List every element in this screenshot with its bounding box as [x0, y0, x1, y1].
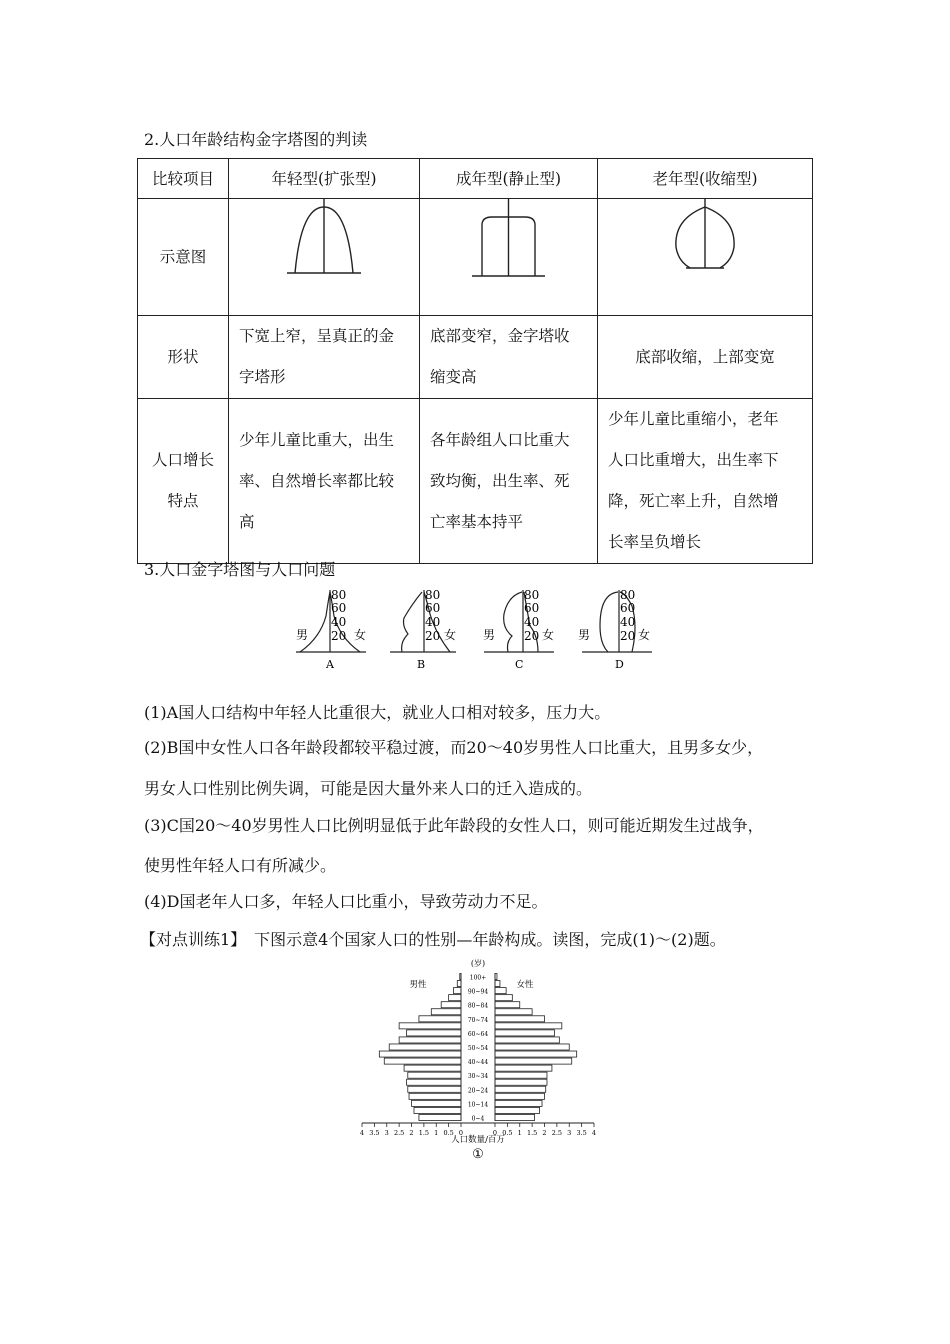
- header-adult-type: 成年型(静止型): [420, 159, 598, 199]
- female-bar-60~64: [495, 1030, 554, 1036]
- x-tick-label-left: 2.5: [393, 1129, 405, 1137]
- male-bar-75~79: [431, 1009, 461, 1015]
- analysis-paragraph-3-line-1: (3)C国20～40岁男性人口比例明显低于此年龄段的女性人口，则可能近期发生过战争，: [144, 816, 764, 835]
- x-tick-label-right: 0.5: [502, 1129, 513, 1137]
- age-unit-label: (岁): [470, 959, 486, 968]
- female-bar-95~99: [495, 981, 500, 987]
- age-group-label: 70~74: [467, 1016, 489, 1024]
- x-tick-label-left: 3.5: [369, 1129, 380, 1137]
- x-tick-label-left: 2: [409, 1129, 414, 1137]
- tick-80-b: 80: [425, 588, 441, 602]
- male-bar-60~64: [407, 1030, 461, 1036]
- tick-80-d: 80: [620, 588, 636, 602]
- x-tick-label-right: 2.5: [551, 1129, 563, 1137]
- male-bar-55~59: [399, 1037, 461, 1043]
- age-group-label: 20~24: [467, 1087, 489, 1095]
- tick-20-d: 20: [620, 629, 636, 643]
- old-type-diagram: [598, 199, 813, 316]
- analysis-paragraph-2-line-2: 男女人口性别比例失调，可能是因大量外来人口的迁入造成的。: [144, 779, 593, 798]
- young-type-diagram: [229, 199, 420, 316]
- young-growth-line-2: 率、自然增长率都比较: [239, 471, 395, 490]
- adult-growth-line-1: 各年龄组人口比重大: [430, 430, 570, 449]
- pyramid-panel-d: [578, 588, 652, 671]
- female-bar-20~24: [495, 1086, 546, 1092]
- male-bar-5~9: [414, 1107, 461, 1113]
- female-bar-70~74: [495, 1016, 545, 1022]
- female-bar-15~19: [495, 1093, 545, 1099]
- tick-20-a: 20: [331, 629, 347, 643]
- female-bar-25~29: [495, 1079, 547, 1085]
- female-bar-65~69: [495, 1023, 562, 1029]
- adult-type-diagram: [420, 199, 598, 316]
- age-group-label: 90~94: [467, 988, 489, 996]
- male-bar-35~39: [404, 1065, 461, 1071]
- female-bar-85~89: [495, 995, 512, 1001]
- old-growth-cell: [598, 399, 813, 564]
- adult-shape-line-1: 底部变窄，金字塔收: [430, 327, 570, 345]
- young-growth-cell: [229, 399, 420, 564]
- tick-20-b: 20: [425, 629, 441, 643]
- x-tick-label-left: 0.5: [443, 1129, 454, 1137]
- young-shape-line-1: 下宽上窄，呈真正的金: [239, 327, 395, 345]
- pyramid-panel-a: [296, 588, 366, 671]
- age-group-label: 40~44: [467, 1059, 489, 1067]
- adult-growth-line-3: 亡率基本持平: [430, 512, 524, 531]
- pyramids-abcd-figure: [286, 586, 666, 672]
- panel-label-d: D: [615, 658, 624, 671]
- male-bar-45~49: [379, 1051, 461, 1057]
- male-bar-80~84: [441, 1002, 461, 1008]
- male-bar-20~24: [408, 1086, 461, 1092]
- analysis-paragraph-1: (1)A国人口结构中年轻人比重很大，就业人口相对较多，压力大。: [144, 703, 611, 722]
- x-tick-label-left: 0: [458, 1129, 464, 1137]
- female-bar-55~59: [495, 1037, 559, 1043]
- x-tick-label-right: 4: [591, 1129, 597, 1137]
- age-group-label: 100+: [469, 974, 487, 982]
- analysis-paragraph-2-line-1: (2)B国中女性人口各年龄段都较平稳过渡，而20～40岁男性人口比重大，且男多女少，: [144, 738, 764, 757]
- female-bar-45~49: [495, 1051, 577, 1057]
- age-structure-comparison-table: [137, 158, 813, 564]
- male-bar-10~14: [412, 1100, 462, 1106]
- male-series-label: 男性: [409, 980, 427, 990]
- x-tick-label-left: 1: [434, 1129, 439, 1137]
- tick-40-a: 40: [331, 615, 347, 629]
- x-axis-label: 人口数量/百万: [451, 1135, 505, 1145]
- female-bar-40~44: [495, 1058, 572, 1064]
- x-tick-label-left: 4: [359, 1129, 365, 1137]
- row-label-growth: [138, 399, 229, 564]
- young-growth-line-1: 少年儿童比重大，出生: [239, 430, 395, 449]
- old-shape-cell: 底部收缩，上部变宽: [598, 316, 813, 399]
- growth-label-line-1: 人口增长: [151, 451, 214, 469]
- female-series-label: 女性: [516, 980, 534, 990]
- female-label-d: 女: [638, 628, 651, 642]
- section-2-heading: 2.人口年龄结构金字塔图的判读: [144, 130, 368, 149]
- age-group-label: 10~14: [467, 1101, 489, 1109]
- male-bar-0~4: [419, 1114, 461, 1120]
- female-bar-90~94: [495, 988, 506, 994]
- x-tick-label-left: 1.5: [418, 1129, 430, 1137]
- x-tick-label-right: 0: [492, 1129, 498, 1137]
- row-label-shape: 形状: [138, 316, 229, 399]
- x-tick-label-right: 3: [567, 1129, 572, 1137]
- header-compare-item: 比较项目: [138, 159, 229, 199]
- tick-60-c: 60: [524, 601, 540, 615]
- female-bar-50~54: [495, 1044, 569, 1050]
- female-label-a: 女: [354, 628, 367, 642]
- tick-60-a: 60: [331, 601, 347, 615]
- growth-label-line-2: 特点: [167, 492, 199, 510]
- section-3-heading: 3.人口金字塔图与人口问题: [144, 560, 336, 579]
- tick-40-b: 40: [425, 615, 441, 629]
- panel-label-c: C: [515, 658, 524, 671]
- tick-60-d: 60: [620, 601, 636, 615]
- female-label-c: 女: [542, 628, 555, 642]
- old-growth-line-2: 人口比重增大，出生率下: [608, 451, 779, 469]
- male-label-d: 男: [578, 628, 591, 642]
- age-group-label: 0~4: [471, 1115, 485, 1123]
- young-growth-line-3: 高: [239, 512, 255, 531]
- female-bar-10~14: [495, 1100, 542, 1106]
- exercise-prompt: 【对点训练1】 下图示意4个国家人口的性别—年龄构成。读图，完成(1)～(2)题。: [140, 930, 726, 949]
- female-bar-5~9: [495, 1107, 540, 1113]
- female-bar-30~34: [495, 1072, 547, 1078]
- male-bar-70~74: [419, 1016, 461, 1022]
- tick-40-c: 40: [524, 615, 540, 629]
- old-growth-line-1: 少年儿童比重缩小，老年: [608, 410, 779, 428]
- male-bar-90~94: [454, 988, 461, 994]
- row-label-diagram: 示意图: [138, 199, 229, 316]
- header-young-type: 年轻型(扩张型): [229, 159, 420, 199]
- old-growth-line-4: 长率呈负增长: [608, 533, 702, 551]
- panel-label-b: B: [417, 658, 426, 671]
- female-bar-75~79: [495, 1009, 532, 1015]
- adult-shape-line-2: 缩变高: [430, 368, 477, 386]
- female-bar-80~84: [495, 1002, 520, 1008]
- age-group-label: 30~34: [467, 1073, 489, 1081]
- header-old-type: 老年型(收缩型): [598, 159, 813, 199]
- analysis-paragraph-3-line-2: 使男性年轻人口有所减少。: [144, 856, 337, 875]
- adult-growth-cell: [420, 399, 598, 564]
- female-bar-0~4: [495, 1114, 535, 1120]
- young-shape-cell: [229, 316, 420, 399]
- figure-number-label: ①: [472, 1147, 484, 1162]
- pyramid-panel-c: [483, 588, 554, 671]
- population-pyramid-chart: [350, 955, 610, 1165]
- tick-60-b: 60: [425, 601, 441, 615]
- x-tick-label-right: 3.5: [576, 1129, 587, 1137]
- x-tick-label-right: 2: [542, 1129, 547, 1137]
- male-bar-95~99: [457, 981, 461, 987]
- x-tick-label-right: 1.5: [526, 1129, 538, 1137]
- analysis-paragraph-4: (4)D国老年人口多，年轻人口比重小，导致劳动力不足。: [144, 892, 548, 911]
- panel-label-a: A: [326, 658, 334, 671]
- tick-80-a: 80: [331, 588, 347, 602]
- young-shape-line-2: 字塔形: [239, 368, 286, 386]
- male-label-c: 男: [483, 628, 496, 642]
- adult-shape-cell: [420, 316, 598, 399]
- tick-20-c: 20: [524, 629, 540, 643]
- female-label-b: 女: [444, 628, 457, 642]
- age-group-label: 50~54: [467, 1045, 489, 1053]
- adult-growth-line-2: 致均衡，出生率、死: [430, 471, 570, 490]
- age-group-label: 80~84: [467, 1002, 489, 1010]
- male-bar-65~69: [399, 1023, 461, 1029]
- male-bar-25~29: [407, 1079, 461, 1085]
- male-bar-85~89: [449, 995, 461, 1001]
- old-growth-line-3: 降，死亡率上升，自然增: [608, 492, 779, 510]
- male-bar-30~34: [408, 1072, 461, 1078]
- x-tick-label-right: 1: [517, 1129, 522, 1137]
- pyramid-panel-b: [390, 588, 456, 671]
- male-bar-15~19: [409, 1093, 461, 1099]
- male-label-a: 男: [296, 628, 309, 642]
- x-tick-label-left: 3: [384, 1129, 389, 1137]
- male-bar-50~54: [389, 1044, 461, 1050]
- male-bar-40~44: [384, 1058, 461, 1064]
- tick-40-d: 40: [620, 615, 636, 629]
- female-bar-35~39: [495, 1065, 552, 1071]
- age-group-label: 60~64: [467, 1030, 489, 1038]
- tick-80-c: 80: [524, 588, 540, 602]
